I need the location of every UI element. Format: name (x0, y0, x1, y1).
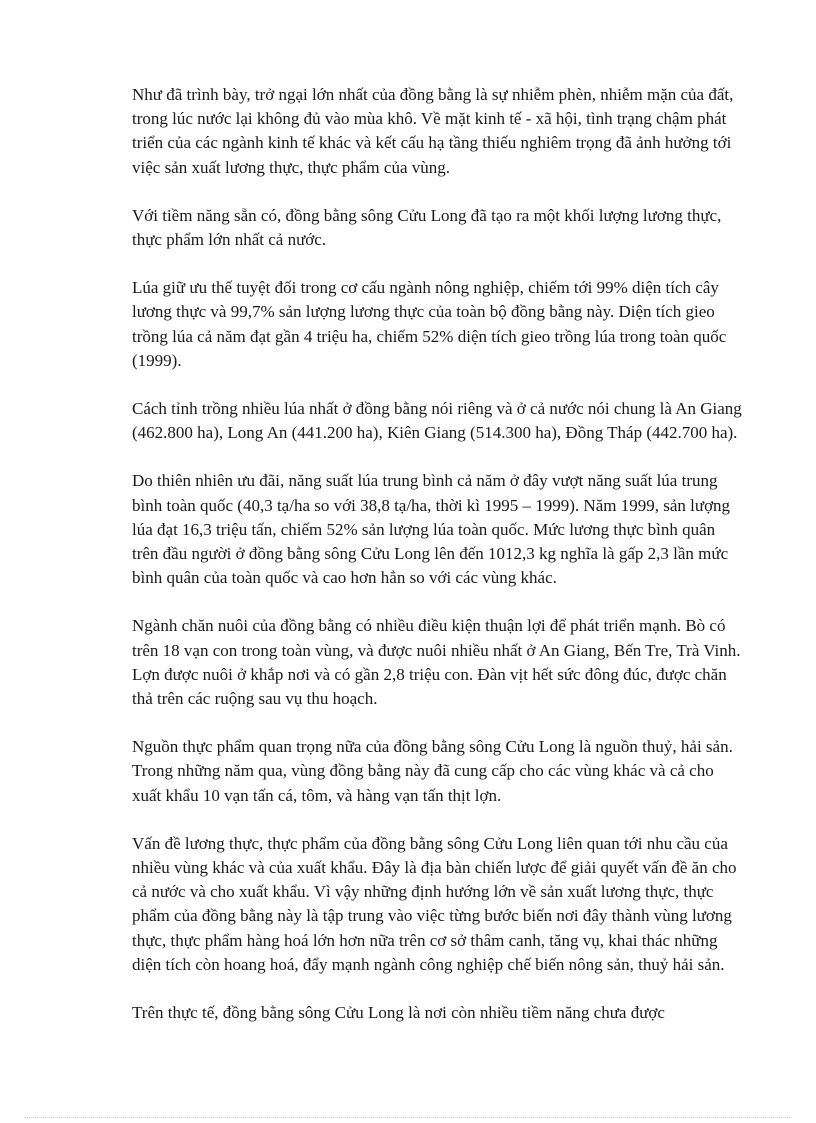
paragraph-1: Như đã trình bày, trở ngại lớn nhất của đồng bằng là sự nhiễm phèn, nhiễm mặn của đất, trong lúc nước lại không đủ vào mùa khô. Về mặt kinh tế - xã hội, tình trạng chậm phát triển của các ngành kinh tế khác và kết cấu hạ tầng thiếu nghiêm trọng đã ảnh hưởng tới việc sản xuất lương thực, thực phẩm của vùng. (132, 85, 734, 177)
paragraph-4: Cách tỉnh trồng nhiều lúa nhất ở đồng bằng nói riêng và ở cả nước nói chung là An Giang (462.800 ha), Long An (441.200 ha), Kiên Giang (514.300 ha), Đồng Tháp (442.700 ha). (132, 399, 742, 443)
page-bottom-divider (24, 1117, 792, 1118)
paragraph-5: Do thiên nhiên ưu đãi, năng suất lúa trung bình cả năm ở đây vượt năng suất lúa trung bình toàn quốc (40,3 tạ/ha so với 38,8 tạ/ha, thời kì 1995 – 1999). Năm 1999, sản lượng lúa đạt 16,3 triệu tấn, chiếm 52% sản lượng lúa toàn quốc. Mức lương thực bình quân trên đầu người ở đồng bằng sông Cửu Long lên đến 1012,3 kg nghĩa là gấp 2,3 lần mức bình quân của toàn quốc và cao hơn hẳn so với các vùng khác. (132, 471, 731, 588)
paragraph-3: Lúa giữ ưu thế tuyệt đối trong cơ cấu ngành nông nghiệp, chiếm tới 99% diện tích cây lương thực và 99,7% sản lượng lương thực của toàn bộ đồng bằng này. Diện tích gieo trồng lúa cả năm đạt gần 4 triệu ha, chiếm 52% diện tích gieo trồng lúa trong toàn quốc (1999). (132, 278, 727, 370)
paragraph-2: Với tiềm năng sẵn có, đồng bằng sông Cửu Long đã tạo ra một khối lượng lương thực, thực phẩm lớn nhất cả nước. (132, 205, 722, 250)
paragraph-8: Vấn đề lương thực, thực phẩm của đồng bằng sông Cửu Long liên quan tới nhu cầu của nhiều vùng khác và của xuất khẩu. Đây là địa bàn chiến lược để giải quyết vấn đề ăn cho cả nước và cho xuất khẩu. Vì vậy những định hướng lớn về sản xuất lương thực, thực phẩm của đồng bằng này là tập trung vào việc từng bước biến nơi đây thành vùng lương thực, thực phẩm hàng hoá lớn hơn nữa trên cơ sở thâm canh, tăng vụ, khai thác những diện tích còn hoang hoá, đẩy mạnh ngành công nghiệp chế biến nông sản, thuỷ hải sản. (132, 833, 737, 974)
paragraph-6: Ngành chăn nuôi của đồng bằng có nhiều điều kiện thuận lợi để phát triển mạnh. Bò có trên 18 vạn con trong toàn vùng, và được nuôi nhiều nhất ở An Giang, Bến Tre, Trà Vinh. Lợn được nuôi ở khắp nơi và có gần 2,8 triệu con. Đàn vịt hết sức đông đúc, được chăn thả trên các ruộng sau vụ thu hoạch. (132, 616, 741, 709)
paragraph-9: Trên thực tế, đồng bằng sông Cửu Long là nơi còn nhiều tiềm năng chưa được (132, 1003, 665, 1023)
paragraph-7: Nguồn thực phẩm quan trọng nữa của đồng bằng sông Cửu Long là nguồn thuỷ, hải sản. Trong những năm qua, vùng đồng bằng này đã cung cấp cho các vùng khác và cả cho xuất khẩu 10 vạn tấn cá, tôm, và hàng vạn tấn thịt lợn. (132, 737, 733, 805)
document-body (132, 83, 742, 1025)
